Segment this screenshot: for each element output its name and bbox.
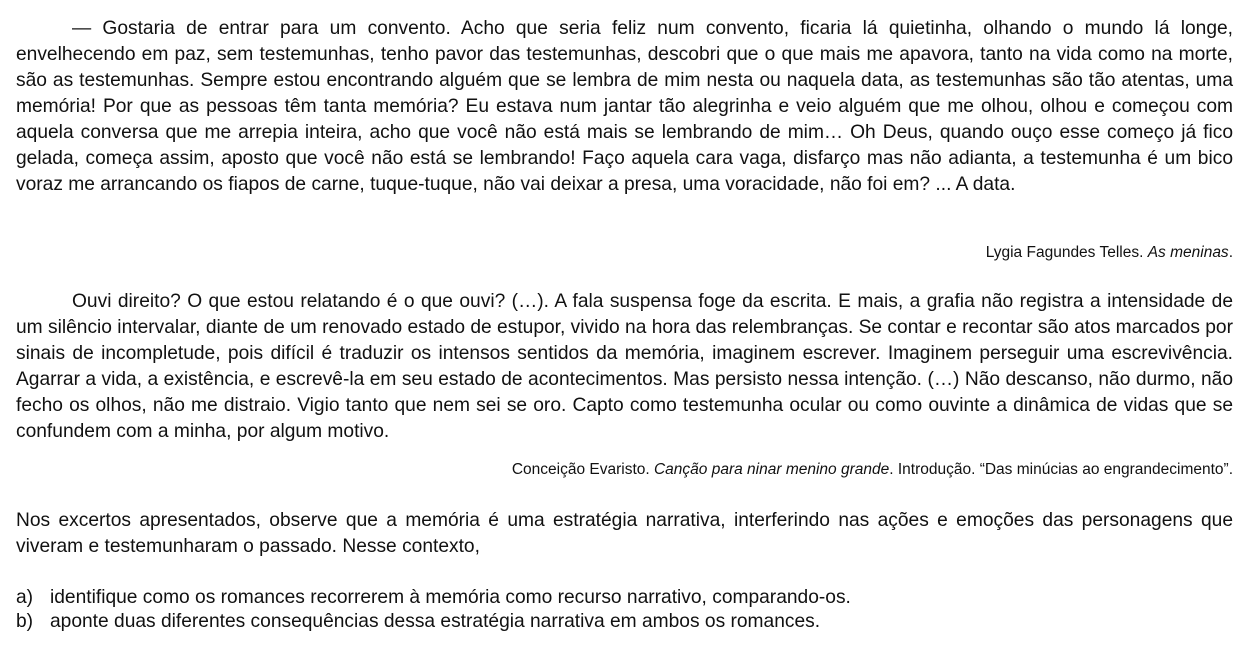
question-item-b [16,610,1233,634]
excerpt-1-source [986,243,1233,263]
excerpt-2-text: Ouvi direito? O que estou relatando é o que ouvi? (…). A fala suspensa foge da escrita. E mais, a grafia não registra a intensidade de um silêncio intervalar, diante de um renovado estado de estupor, vivido na hora das relembranças. Se contar e recontar são atos marcados por sinais de incompletude, pois difícil é traduzir os intensos sentidos da memória, imaginem escrever. Imaginem perseguir uma escrevivência. Agarrar a vida, a existência, e escrevê-la em seu estado de acontecimentos. Mas persisto nessa intenção. (…) Não descanso, não durmo, não fecho os olhos, não me distraio. Vigio tanto que nem sei se oro. Capto como testemunha ocular ou como ouvinte a dinâmica de vidas que se confundem com a minha, por algum motivo. [16,291,1233,442]
item-marker: a) [16,587,34,608]
item-marker: b) [16,611,34,632]
question-intro: Nos excertos apresentados, observe que a memória é uma estratégia narrativa, interferindo nas ações e emoções das personagens que viveram e testemunharam o passado. Nesse contexto, [16,510,1233,557]
excerpt-2-source [512,460,1233,480]
excerpt-1-text: — Gostaria de entrar para um convento. Acho que seria feliz num convento, ficaria lá quietinha, olhando o mundo lá longe, envelhecendo em paz, sem testemunhas, tenho pavor das testemunhas, descobri que o que mais me apavora, tanto na vida como na morte, são as testemunhas. Sempre estou encontrando alguém que se lembra de mim nesta ou naquela data, as testemunhas são tão atentas, uma memória! Por que as pessoas têm tanta memória? Eu estava num jantar tão alegrinha e veio alguém que me olhou, olhou e começou com aquela conversa que me arrepia inteira, acho que você não está mais se lembrando de mim… Oh Deus, quando ouço esse começo já fico gelada, começa assim, aposto que você não está se lembrando! Faço aquela cara vaga, disfarço mas não adianta, a testemunha é um bico voraz me arrancando os fiapos de carne, tuque-tuque, não vai deixar a presa, uma voracidade, não foi em? ... A data. [16,18,1233,195]
question-item-a [16,586,1233,610]
excerpt-2-source-end: . Introdução. “Das minúcias ao engrandecimento”. [889,461,1233,478]
excerpt-1-author: Lygia Fagundes Telles. [985,244,1148,261]
item-text: identifique como os romances recorrerem à memória como recurso narrativo, comparando-os. [50,587,851,608]
excerpt-1-source-end: . [1228,244,1233,261]
item-text: aponte duas diferentes consequências dessa estratégia narrativa em ambos os romances. [50,611,821,632]
excerpt-1-book-title: As meninas [1147,244,1229,261]
excerpt-2-author: Conceição Evaristo. [511,461,654,478]
question-items [16,586,1233,634]
excerpt-2-book-title: Canção para ninar menino grande [653,461,890,478]
